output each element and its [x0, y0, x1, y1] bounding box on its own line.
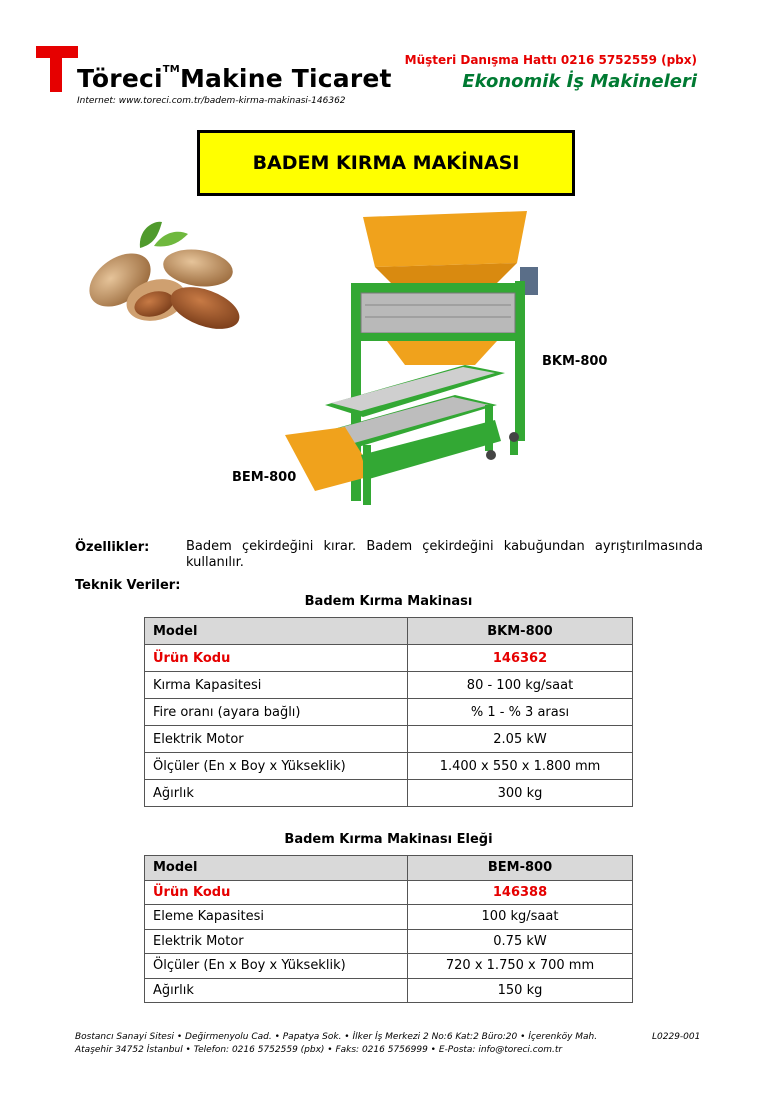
machine-label-bem: BEM-800: [232, 470, 297, 485]
spec-value: % 1 - % 3 arası: [408, 699, 633, 726]
spec-key: Elektrik Motor: [145, 929, 408, 954]
spec-value: BEM-800: [408, 856, 633, 881]
table-title-bem: Badem Kırma Makinası Eleği: [284, 832, 493, 847]
table-row: [145, 726, 633, 753]
features-label: Özellikler:: [75, 540, 150, 555]
spec-key: Eleme Kapasitesi: [145, 905, 408, 930]
spec-key: Ağırlık: [145, 780, 408, 807]
table-row: [145, 880, 633, 905]
spec-value: 300 kg: [408, 780, 633, 807]
table-row: [145, 780, 633, 807]
spec-table-bkm: [144, 617, 633, 807]
footer-address: Bostancı Sanayi Sitesi • Değirmenyolu Cad. • Papatya Sok. • İlker İş Merkezi 2 No:6 Kat:2 Büro:20 • İçerenköy Mah.: [75, 1032, 598, 1042]
spec-key: Kırma Kapasitesi: [145, 672, 408, 699]
spec-key: Elektrik Motor: [145, 726, 408, 753]
almond-photo: [80, 218, 245, 338]
machine-label-bkm: BKM-800: [542, 354, 608, 369]
spec-key: Model: [145, 856, 408, 881]
spec-key: Ürün Kodu: [145, 880, 408, 905]
brand-name: [77, 64, 392, 93]
table-row: [145, 905, 633, 930]
table-row: [145, 699, 633, 726]
spec-value: 1.400 x 550 x 1.800 mm: [408, 753, 633, 780]
customer-hotline: Müşteri Danışma Hattı 0216 5752559 (pbx): [404, 53, 697, 67]
table-row: [145, 753, 633, 780]
spec-value: 150 kg: [408, 978, 633, 1003]
spec-key: Ürün Kodu: [145, 645, 408, 672]
spec-value: 2.05 kW: [408, 726, 633, 753]
spec-key: Ağırlık: [145, 978, 408, 1003]
website-url: Internet: www.toreci.com.tr/badem-kirma-makinasi-146362: [77, 96, 346, 106]
technical-data-label: Teknik Veriler:: [75, 578, 181, 593]
features-text: Badem çekirdeğini kırar. Badem çekirdeğini kabuğundan ayrıştırılmasında kullanılır.: [186, 539, 703, 570]
spec-value: BKM-800: [408, 618, 633, 645]
table-row: [145, 978, 633, 1003]
spec-value: 720 x 1.750 x 700 mm: [408, 954, 633, 979]
table-title-bkm: Badem Kırma Makinası: [304, 594, 473, 609]
table-row: [145, 672, 633, 699]
spec-key: Ölçüler (En x Boy x Yükseklik): [145, 954, 408, 979]
brand-rest: Makine Ticaret: [179, 64, 392, 93]
brand-first: Töreci: [77, 64, 163, 93]
toreci-logo-icon: [36, 46, 78, 92]
spec-key: Model: [145, 618, 408, 645]
table-row: [145, 954, 633, 979]
trademark-mark: TM: [162, 63, 180, 75]
table-row: [145, 856, 633, 881]
table-row: [145, 929, 633, 954]
document-reference: L0229-001: [652, 1032, 701, 1042]
table-row: [145, 618, 633, 645]
spec-value: 146362: [408, 645, 633, 672]
spec-key: Ölçüler (En x Boy x Yükseklik): [145, 753, 408, 780]
footer-contact: Ataşehir 34752 İstanbul • Telefon: 0216 5752559 (pbx) • Faks: 0216 5756999 • E-Posta: info@toreci.com.tr: [75, 1045, 563, 1055]
company-tagline: Ekonomik İş Makineleri: [462, 71, 697, 92]
machine-photo: [265, 205, 565, 515]
spec-value: 100 kg/saat: [408, 905, 633, 930]
spec-table-bem: [144, 855, 633, 1003]
table-row: [145, 645, 633, 672]
spec-key: Fire oranı (ayara bağlı): [145, 699, 408, 726]
product-title: BADEM KIRMA MAKİNASI: [252, 152, 520, 174]
spec-value: 146388: [408, 880, 633, 905]
product-title-box: [197, 130, 575, 196]
spec-value: 0.75 kW: [408, 929, 633, 954]
spec-value: 80 - 100 kg/saat: [408, 672, 633, 699]
